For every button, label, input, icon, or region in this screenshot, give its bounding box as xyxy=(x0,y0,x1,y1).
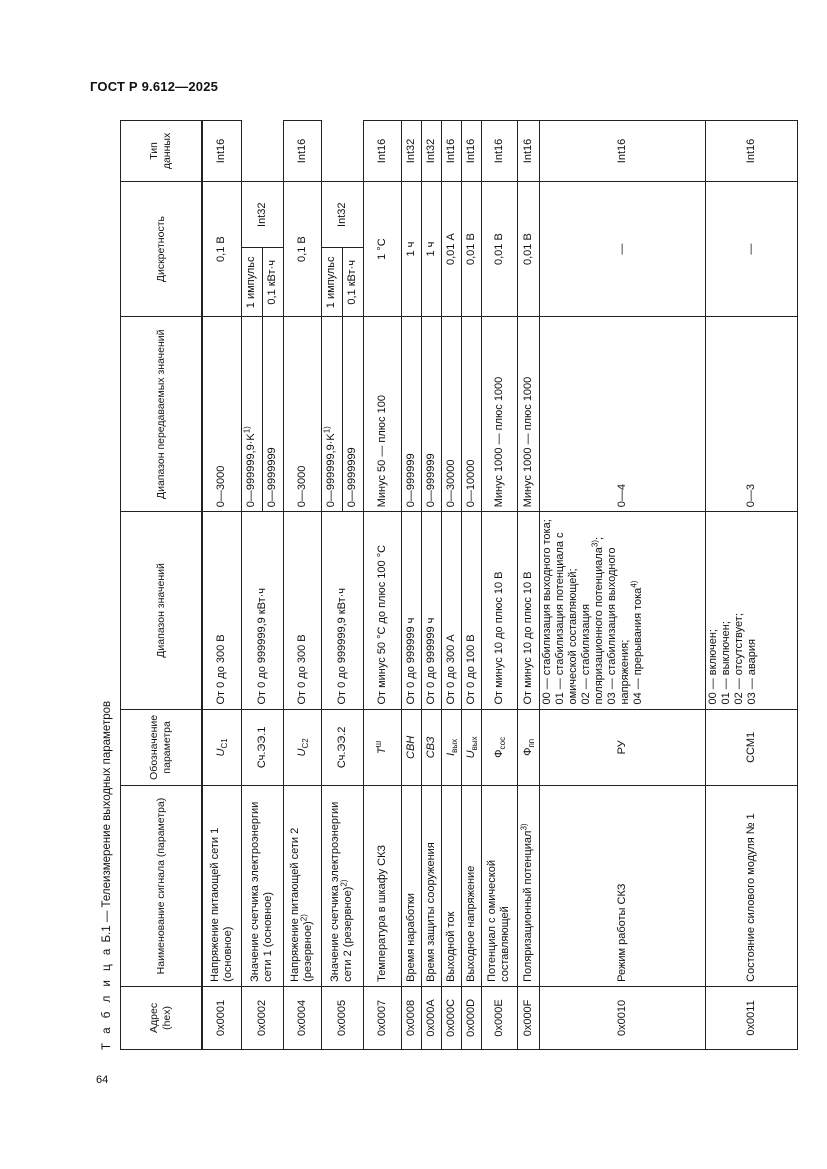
cell-discreteness: 1 ч xyxy=(401,181,421,316)
cell-symbol: СВН xyxy=(401,709,421,786)
cell-range: От 0 до 100 В xyxy=(461,512,481,709)
table-row xyxy=(539,121,705,1050)
footnote-ref: 1) xyxy=(242,426,252,434)
cell-range: От минус 50 °С до плюс 100 °С xyxy=(363,512,401,709)
cell-address: 0x000C xyxy=(441,986,461,1049)
rotated-table-block xyxy=(98,120,758,1050)
cell-discreteness: 1 импульс xyxy=(241,248,262,317)
cell-address: 0x0004 xyxy=(283,986,321,1049)
header-discreteness: Дискретность xyxy=(121,181,203,316)
cell-symbol: РУ xyxy=(539,709,705,786)
cell-discreteness: — xyxy=(705,181,797,316)
cell-tx-range: Минус 50 — плюс 100 xyxy=(363,317,401,512)
cell-tx-range: 0—999999 xyxy=(421,317,441,512)
table-row xyxy=(401,121,421,1050)
cell-tx-range: 0—3000 xyxy=(202,317,241,512)
header-tx-range: Диапазон передаваемых значений xyxy=(121,317,203,512)
symbol-main: U xyxy=(295,748,308,757)
page-number: 64 xyxy=(96,1074,109,1086)
footnote-ref: 4) xyxy=(628,580,638,588)
cell-address: 0x0008 xyxy=(401,986,421,1049)
cell-tx-range xyxy=(241,317,262,512)
table-row xyxy=(363,121,401,1050)
cell-range: От 0 до 999999 ч xyxy=(401,512,421,709)
cell-range: От 0 до 300 В xyxy=(202,512,241,709)
footnote-ref: 3) xyxy=(518,823,528,831)
cell-address: 0x0005 xyxy=(321,986,363,1049)
cell-tx-range: 0—3000 xyxy=(283,317,321,512)
cell-symbol: СВЗ xyxy=(421,709,441,786)
name-text: Поляризационный потенциал xyxy=(521,830,534,982)
cell-range: От 0 до 999999,9 кВт·ч xyxy=(321,512,363,709)
cell-symbol xyxy=(441,709,461,786)
mode-option: 03 — стабилизация выходного напряжения; xyxy=(605,547,631,705)
document-header: ГОСТ Р 9.612—2025 xyxy=(90,79,219,94)
name-text: Значение счетчика электроэнергии сети 2 (резервное) xyxy=(329,801,354,982)
cell-type: Int16 xyxy=(539,121,705,182)
table-row xyxy=(517,121,539,1050)
cell-type: Int16 xyxy=(461,121,481,182)
cell-name xyxy=(321,786,363,987)
cell-tx-range: 0—4 xyxy=(539,317,705,512)
cell-type: Int16 xyxy=(202,121,241,182)
cell-address: 0x0001 xyxy=(202,986,241,1049)
cell-tx-range: Минус 1000 — плюс 1000 xyxy=(481,317,517,512)
header-range: Диапазон значений xyxy=(121,512,203,709)
symbol-main: T xyxy=(375,747,388,754)
cell-type: Int32 xyxy=(321,181,363,248)
state-option: 01 — выключен; xyxy=(719,621,732,705)
mode-option xyxy=(580,516,606,704)
cell-tx-range: 0—30000 xyxy=(441,317,461,512)
symbol-main: U xyxy=(215,748,228,757)
state-option: 03 — авария xyxy=(745,639,758,705)
cell-tx-range: 0—9999999 xyxy=(262,317,283,512)
cell-name: Температура в шкафу СКЗ xyxy=(363,786,401,987)
mode-option: 00 — стабилизация выходного тока; xyxy=(540,519,553,705)
table-row xyxy=(705,121,797,1050)
cell-name: Выходной ток xyxy=(441,786,461,987)
cell-address: 0x0002 xyxy=(241,986,283,1049)
caption-title: — Телеизмерение выходных параметров xyxy=(101,700,113,923)
cell-type: Int16 xyxy=(441,121,461,182)
footnote-ref: 1) xyxy=(322,426,332,434)
parameters-table xyxy=(120,120,798,1050)
cell-symbol xyxy=(283,709,321,786)
symbol-main: I xyxy=(444,752,457,756)
cell-type: Int16 xyxy=(705,121,797,182)
symbol-sub: вых xyxy=(449,738,459,753)
cell-name: Время наработки xyxy=(401,786,421,987)
cell-discreteness: 0,1 кВт·ч xyxy=(262,248,283,317)
cell-range: От 0 до 999999,9 кВт·ч xyxy=(241,512,283,709)
cell-symbol: Сч.ЭЭ.2 xyxy=(321,709,363,786)
symbol-sub: вых xyxy=(469,736,479,751)
cell-range: От минус 10 до плюс 10 В xyxy=(517,512,539,709)
cell-discreteness: 0,01 В xyxy=(461,181,481,316)
cell-address: 0x000F xyxy=(517,986,539,1049)
cell-tx-range xyxy=(321,317,342,512)
cell-name: Потенциал с омической составляющей xyxy=(481,786,517,987)
symbol-main: Ф xyxy=(521,747,534,756)
table-row xyxy=(321,121,342,1050)
cell-symbol xyxy=(461,709,481,786)
cell-discreteness: 1 °С xyxy=(363,181,401,316)
cell-symbol xyxy=(202,709,241,786)
cell-name: Состояние силового модуля № 1 xyxy=(705,786,797,987)
footnote-ref: 2) xyxy=(339,879,349,887)
cell-discreteness: 0,1 кВт·ч xyxy=(342,248,363,317)
cell-range: От 0 до 300 А xyxy=(441,512,461,709)
footnote-ref: 3) xyxy=(589,539,599,548)
cell-symbol: ССМ1 xyxy=(705,709,797,786)
cell-discreteness: 1 импульс xyxy=(321,248,342,317)
cell-tx-range: 0—10000 xyxy=(461,317,481,512)
footnote-ref: 2) xyxy=(299,914,309,922)
cell-tx-range: 0—999999 xyxy=(401,317,421,512)
cell-name: Режим работы СКЗ xyxy=(539,786,705,987)
symbol-sub: C1 xyxy=(220,738,230,749)
cell-tx-range: Минус 1000 — плюс 1000 xyxy=(517,317,539,512)
cell-range-states xyxy=(705,512,797,709)
cell-symbol: Сч.ЭЭ.1 xyxy=(241,709,283,786)
cell-address: 0x0011 xyxy=(705,986,797,1049)
table-row xyxy=(421,121,441,1050)
cell-tx-range: 0—9999999 xyxy=(342,317,363,512)
cell-name: Значение счетчика электроэнергии сети 1 (основное) xyxy=(241,786,283,987)
table-header-row xyxy=(121,121,203,1050)
cell-discreteness: — xyxy=(539,181,705,316)
header-address: Адрес (hex) xyxy=(121,986,203,1049)
table-caption xyxy=(98,701,116,1050)
tx-value: 0—999999,9·K xyxy=(325,433,337,508)
cell-discreteness: 0,01 В xyxy=(481,181,517,316)
mode-text: 02 — стабилизация поляризационного потенциала xyxy=(579,547,605,705)
cell-type: Int32 xyxy=(421,121,441,182)
cell-discreteness: 1 ч xyxy=(421,181,441,316)
cell-discreteness: 0,01 А xyxy=(441,181,461,316)
table-row xyxy=(481,121,517,1050)
cell-type: Int16 xyxy=(363,121,401,182)
cell-type: Int16 xyxy=(283,121,321,182)
cell-address: 0x0010 xyxy=(539,986,705,1049)
cell-symbol xyxy=(363,709,401,786)
mode-tail: ; xyxy=(592,536,605,540)
symbol-sub: сос xyxy=(497,736,507,750)
symbol-sup: ш xyxy=(372,740,382,748)
cell-address: 0x000A xyxy=(421,986,441,1049)
cell-discreteness: 0,1 В xyxy=(202,181,241,316)
cell-type: Int16 xyxy=(481,121,517,182)
caption-prefix: Т а б л и ц а xyxy=(101,945,113,1050)
header-type: Тип данных xyxy=(121,121,203,182)
symbol-main: Ф xyxy=(492,749,505,758)
cell-symbol xyxy=(517,709,539,786)
cell-address: 0x0007 xyxy=(363,986,401,1049)
cell-range: От 0 до 300 В xyxy=(283,512,321,709)
cell-type: Int16 xyxy=(517,121,539,182)
cell-address: 0x000D xyxy=(461,986,481,1049)
cell-discreteness: 0,1 В xyxy=(283,181,321,316)
cell-address: 0x000E xyxy=(481,986,517,1049)
cell-name xyxy=(517,786,539,987)
cell-name: Напряжение питающей сети 1 (основное) xyxy=(202,786,241,987)
mode-option: 01 — стабилизация потенциала с омической составляющей; xyxy=(553,532,579,705)
symbol-main: U xyxy=(464,750,477,759)
cell-type: Int32 xyxy=(241,181,283,248)
cell-tx-range: 0—3 xyxy=(705,317,797,512)
cell-name: Время защиты сооружения xyxy=(421,786,441,987)
mode-option xyxy=(628,516,645,705)
header-name: Наименование сигнала (параметра) xyxy=(121,786,203,987)
table-row xyxy=(241,121,262,1050)
table-row xyxy=(283,121,321,1050)
state-option: 00 — включен; xyxy=(706,629,719,705)
cell-name xyxy=(283,786,321,987)
state-option: 02 — отсутствует; xyxy=(732,613,745,705)
cell-symbol xyxy=(481,709,517,786)
cell-range-modes xyxy=(539,512,705,709)
cell-name: Выходное напряжение xyxy=(461,786,481,987)
table-row xyxy=(202,121,241,1050)
table-row xyxy=(441,121,461,1050)
cell-range: От минус 10 до плюс 10 В xyxy=(481,512,517,709)
tx-value: 0—999999,9·K xyxy=(245,433,257,508)
cell-discreteness: 0,01 В xyxy=(517,181,539,316)
cell-type: Int32 xyxy=(401,121,421,182)
name-text: Напряжение питающей сети 2 (резервное) xyxy=(289,827,314,982)
header-symbol: Обозначение параметра xyxy=(121,709,203,786)
mode-text: 04 — прерывания тока xyxy=(631,587,644,705)
caption-number: Б.1 xyxy=(101,925,113,943)
cell-range: От 0 до 999999 ч xyxy=(421,512,441,709)
table-row xyxy=(461,121,481,1050)
symbol-sub: C2 xyxy=(300,738,310,749)
symbol-sub: пп xyxy=(526,738,536,748)
